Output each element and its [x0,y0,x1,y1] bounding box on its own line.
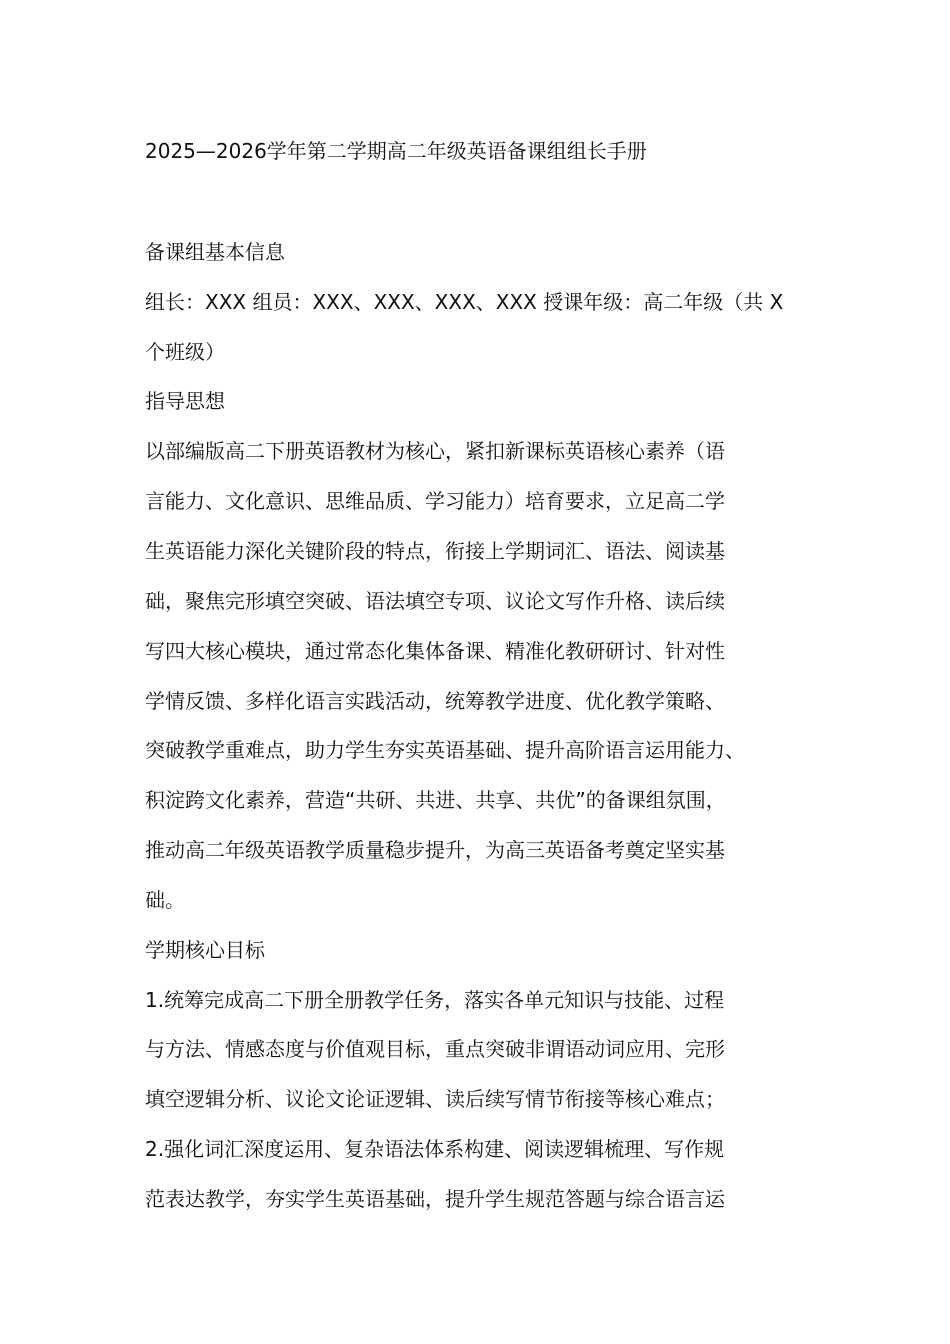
paragraph-line: 与方法、情感态度与价值观目标，重点突破非谓语动词应用、完形 [145,1037,725,1061]
paragraph-line: 学情反馈、多样化语言实践活动，统筹教学进度、优化教学策略、 [145,689,725,713]
paragraph-line: 言能力、文化意识、思维品质、学习能力）培育要求，立足高二学 [145,489,725,513]
paragraph-line: 填空逻辑分析、议论文论证逻辑、读后续写情节衔接等核心难点； [145,1087,725,1111]
paragraph-line: 2.强化词汇深度运用、复杂语法体系构建、阅读逻辑梳理、写作规 [145,1137,725,1161]
paragraph-line: 突破教学重难点，助力学生夯实英语基础、提升高阶语言运用能力、 [145,738,745,762]
paragraph-line: 积淀跨文化素养，营造“共研、共进、共享、共优”的备课组氛围， [145,788,726,812]
paragraph-line: 础，聚焦完形填空突破、语法填空专项、议论文写作升格、读后续 [145,589,725,613]
paragraph-line: 写四大核心模块，通过常态化集体备课、精准化教研研讨、针对性 [145,639,725,663]
section-heading-goals: 学期核心目标 [145,938,265,962]
document-title: 2025—2026学年第二学期高二年级英语备课组组长手册 [145,139,647,163]
paragraph-line: 础。 [145,888,185,912]
paragraph-line: 组长：XXX 组员：XXX、XXX、XXX、XXX 授课年级：高二年级（共 X [145,290,784,314]
paragraph-line: 以部编版高二下册英语教材为核心，紧扣新课标英语核心素养（语 [145,439,725,463]
paragraph-line: 个班级） [145,340,225,364]
paragraph-line: 1.统筹完成高二下册全册教学任务，落实各单元知识与技能、过程 [145,988,725,1012]
section-heading-basic-info: 备课组基本信息 [145,240,285,264]
section-heading-guiding-thought: 指导思想 [145,389,225,413]
paragraph-line: 推动高二年级英语教学质量稳步提升，为高三英语备考奠定坚实基 [145,838,725,862]
paragraph-line: 生英语能力深化关键阶段的特点，衔接上学期词汇、语法、阅读基 [145,539,725,563]
paragraph-line: 范表达教学，夯实学生英语基础，提升学生规范答题与综合语言运 [145,1187,725,1211]
